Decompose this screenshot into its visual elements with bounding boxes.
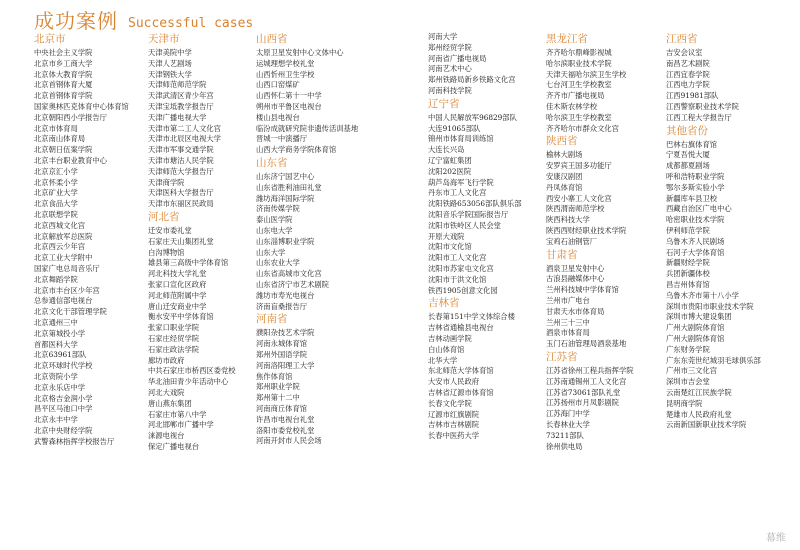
case-item: 华北油田青少年活动中心 bbox=[148, 377, 229, 387]
case-item: 北京资院小学 bbox=[34, 371, 78, 381]
case-item: 山东农业大学 bbox=[256, 258, 300, 268]
case-item: 北京解放军总医院 bbox=[34, 231, 93, 241]
case-item: 吉林省通榆县电视台 bbox=[428, 323, 494, 333]
case-item: 铁西1905创意文化园 bbox=[428, 285, 498, 295]
case-item: 保定广播电视台 bbox=[148, 441, 200, 451]
case-item: 河南艺术中心 bbox=[428, 64, 472, 74]
case-item: 吉林省辽源市体育馆 bbox=[428, 387, 494, 397]
case-item: 广东东莞世纪城羽毛球俱乐部 bbox=[666, 355, 761, 365]
case-item: 晋城一中演播厅 bbox=[256, 134, 308, 144]
case-item: 吉林市吉林剧院 bbox=[428, 420, 480, 430]
case-item: 齐齐市广播电视局 bbox=[546, 91, 605, 101]
case-item: 安罗宾王国多功能厅 bbox=[546, 161, 612, 171]
case-item: 新疆库车县卫校 bbox=[666, 193, 718, 203]
case-item: 北京通州三中 bbox=[34, 317, 78, 327]
case-item: 云南楚红江民族学院 bbox=[666, 387, 732, 397]
case-item: 河北邯郸市广播中学 bbox=[148, 420, 214, 430]
case-item: 天津天福哈尔滨卫生学校 bbox=[546, 69, 627, 79]
case-item: 江苏南通锡州工人文化宫 bbox=[546, 376, 627, 386]
case-item: 兰州科技城中学体育馆 bbox=[546, 285, 619, 295]
case-item: 运城理想学校礼堂 bbox=[256, 58, 315, 68]
case-item: 江西91981部队 bbox=[666, 91, 719, 101]
column-6 bbox=[666, 32, 784, 431]
case-item: 山西口窑煤矿 bbox=[256, 80, 300, 90]
case-item: 临汾成就研究院非遗传活训基地 bbox=[256, 123, 359, 133]
case-item: 兰州市广电台 bbox=[546, 295, 590, 305]
case-item: 北京体大教育学院 bbox=[34, 69, 93, 79]
case-item: 天津医科大学报告厅 bbox=[148, 188, 214, 198]
case-item: 北京文化干部管理学院 bbox=[34, 307, 107, 317]
case-item: 北京西云少年宫 bbox=[34, 242, 86, 252]
case-item: 河北大戏院 bbox=[148, 387, 185, 397]
case-item: 楚雄市人民政府礼堂 bbox=[666, 409, 732, 419]
case-item: 深圳市博大建设集团 bbox=[666, 312, 732, 322]
case-item: 江苏省73061部队礼堂 bbox=[546, 387, 621, 397]
case-item: 山东电大学 bbox=[256, 225, 293, 235]
case-item: 天津武清区青少年宫 bbox=[148, 91, 214, 101]
case-item: 沈阳市苏家屯文化宫 bbox=[428, 263, 494, 273]
case-item: 长春林业大学 bbox=[546, 419, 590, 429]
case-item: 成都都夏剧场 bbox=[666, 161, 710, 171]
case-item: 齐齐哈尔市群众文化宫 bbox=[546, 123, 619, 133]
case-item: 长春第151中学文体综合楼 bbox=[428, 312, 515, 322]
region-heading: 山西省 bbox=[256, 33, 288, 45]
region-heading: 其他省份 bbox=[666, 124, 708, 137]
case-item: 江西工程大学报告厅 bbox=[666, 112, 732, 122]
case-item: 郑州经贸学院 bbox=[428, 42, 472, 52]
case-item: 衡水安平中学体育馆 bbox=[148, 312, 214, 322]
case-item: 总参通信部电视台 bbox=[34, 296, 93, 306]
case-item: 迁安市委礼堂 bbox=[148, 225, 192, 235]
case-item: 沈阳202医院 bbox=[428, 166, 472, 176]
case-item: 济南传媒学院 bbox=[256, 204, 300, 214]
case-item: 陕西科技大学 bbox=[546, 215, 590, 225]
case-item: 石家庄天山集团礼堂 bbox=[148, 236, 214, 246]
case-item: 石家庄经贸学院 bbox=[148, 333, 200, 343]
case-item: 首都医科大学 bbox=[34, 339, 78, 349]
case-item: 沈阳市文化馆 bbox=[428, 242, 472, 252]
case-item: 天津市塘沽人民学院 bbox=[148, 155, 214, 165]
case-item: 北京市丰台区少年宫 bbox=[34, 285, 100, 295]
case-item: 北京丰台职业教育中心 bbox=[34, 155, 107, 165]
case-item: 天津师范师范学院 bbox=[148, 80, 207, 90]
case-item: 天津钢铁大学 bbox=[148, 69, 192, 79]
case-item: 郑州第十二中 bbox=[256, 393, 300, 403]
case-item: 长春中医药大学 bbox=[428, 431, 480, 441]
case-item: 玉门石油管理局酒泉基地 bbox=[546, 339, 627, 349]
region-heading: 江苏省 bbox=[546, 350, 578, 363]
case-item: 伊利师范学院 bbox=[666, 225, 710, 235]
case-item: 大连91065部队 bbox=[428, 123, 481, 133]
column-4 bbox=[428, 32, 546, 442]
case-item: 沈阳市铁岭区人民会堂 bbox=[428, 220, 501, 230]
case-item: 河南永城体育馆 bbox=[256, 339, 308, 349]
case-item: 江西警察职业技术学院 bbox=[666, 101, 739, 111]
case-item: 沈阳铁路653056部队俱乐部 bbox=[428, 199, 522, 209]
case-item: 沈阳市于洪文化馆 bbox=[428, 274, 487, 284]
case-item: 吉安会议室 bbox=[666, 48, 703, 57]
page-title: 成功案例 bbox=[34, 9, 118, 33]
case-item: 国家广电总局音乐厅 bbox=[34, 263, 100, 273]
case-item: 山东淄博职业学院 bbox=[256, 236, 315, 246]
case-item: 天津师范大学报告厅 bbox=[148, 166, 214, 176]
region-heading: 陕西省 bbox=[546, 135, 578, 148]
case-item: 山西忻州卫生学校 bbox=[256, 69, 315, 79]
case-item: 武警森林指挥学校报告厅 bbox=[34, 436, 115, 446]
case-item: 新疆财经学院 bbox=[666, 258, 710, 268]
case-item: 江西电力学院 bbox=[666, 80, 710, 90]
case-item: 哈密职业技术学院 bbox=[666, 215, 725, 225]
case-item: 中国人民解放军96829部队 bbox=[428, 112, 517, 122]
region-heading: 山东省 bbox=[256, 156, 288, 169]
case-item: 河南开封市人民会场 bbox=[256, 436, 322, 446]
case-item: 丹东市工人文化宫 bbox=[428, 188, 487, 198]
case-item: 山东省高城市文化宫 bbox=[256, 269, 322, 279]
case-item: 天津商学院 bbox=[148, 177, 185, 187]
case-item: 唐山迁安商业中学 bbox=[148, 301, 207, 311]
case-item: 北京环球时代学校 bbox=[34, 361, 93, 371]
case-item: 昌吉州体育馆 bbox=[666, 279, 710, 289]
case-item: 宝鸡石油钢管厂 bbox=[546, 236, 598, 246]
case-item: 北京首钢体育学院 bbox=[34, 91, 93, 101]
case-item: 大安市人民政府 bbox=[428, 377, 480, 387]
case-item: 东北师范大学体育馆 bbox=[428, 366, 494, 376]
case-item: 广东财务学院 bbox=[666, 344, 710, 354]
case-item: 张家口宣化区政府 bbox=[148, 279, 207, 289]
case-item: 河北师范附属中学 bbox=[148, 290, 207, 300]
case-item: 张家口职业学院 bbox=[148, 323, 200, 333]
region-heading: 北京市 bbox=[34, 33, 66, 45]
case-item: 丹凤体育馆 bbox=[546, 182, 583, 192]
case-item: 山东省胜利油田礼堂 bbox=[256, 182, 322, 192]
region-heading: 甘肃省 bbox=[546, 248, 578, 261]
case-item: 石家庄市第八中学 bbox=[148, 409, 207, 419]
case-item: 天津宝坻教学报告厅 bbox=[148, 101, 214, 111]
case-item: 酒泉市体育局 bbox=[546, 328, 590, 338]
region-heading: 河南省 bbox=[256, 313, 288, 326]
case-item: 河南洛阳理工大学 bbox=[256, 360, 315, 370]
case-item: 楼山县电视台 bbox=[256, 112, 300, 122]
case-item: 安康汉剧团 bbox=[546, 171, 583, 181]
case-item: 北京联想学院 bbox=[34, 209, 78, 219]
case-item: 北京西城文化宫 bbox=[34, 220, 86, 230]
case-item: 国家奥林匹克体育中心体育馆 bbox=[34, 101, 129, 111]
case-item: 深圳市吉会堂 bbox=[666, 377, 710, 387]
case-item: 雄县第三高级中学体育馆 bbox=[148, 258, 229, 268]
case-item: 昆明商学院 bbox=[666, 398, 703, 408]
column-2 bbox=[148, 32, 266, 453]
region-heading: 江西省 bbox=[666, 33, 698, 45]
case-item: 广州市三文化宫 bbox=[666, 366, 718, 376]
case-item: 天津市军事交通学院 bbox=[148, 145, 214, 155]
case-item: 巴林右旗体育馆 bbox=[666, 139, 718, 149]
case-item: 深圳市贵阳市职业技术学院 bbox=[666, 301, 754, 311]
case-item: 天津人艺剧场 bbox=[148, 58, 192, 68]
case-item: 辽宁富虹集团 bbox=[428, 155, 472, 165]
case-item: 北京格吉金润小学 bbox=[34, 393, 93, 403]
case-item: 中共石家庄市桥西区委党校 bbox=[148, 366, 236, 376]
column-1 bbox=[34, 32, 152, 447]
case-item: 朔州市平鲁区电视台 bbox=[256, 101, 322, 111]
case-item: 太原卫星发射中心文体中心 bbox=[256, 48, 344, 57]
case-item: 石家庄政法学院 bbox=[148, 344, 200, 354]
case-item: 哈尔滨职业技术学院 bbox=[546, 58, 612, 68]
case-item: 山东大学 bbox=[256, 247, 286, 257]
case-item: 河南科技学院 bbox=[428, 85, 472, 95]
case-item: 辽源市红旗剧院 bbox=[428, 409, 480, 419]
case-item: 焦作体育馆 bbox=[256, 371, 293, 381]
case-item: 潍坊市寿光电视台 bbox=[256, 290, 315, 300]
case-item: 北京矿业大学 bbox=[34, 188, 78, 198]
case-item: 涞源电视台 bbox=[148, 431, 185, 441]
case-item: 唐山燕东集团 bbox=[148, 398, 192, 408]
case-item: 乌鲁木齐人民剧场 bbox=[666, 236, 725, 246]
column-5 bbox=[546, 32, 664, 452]
case-item: 河南商丘体育馆 bbox=[256, 403, 308, 413]
case-item: 天津市北辰区电视大学 bbox=[148, 134, 221, 144]
case-item: 徐州供电局 bbox=[546, 441, 583, 451]
case-item: 哈尔滨卫生学校教室 bbox=[546, 112, 612, 122]
case-item: 开原大戏院 bbox=[428, 231, 465, 241]
case-item: 锦州市体育局训练馆 bbox=[428, 134, 494, 144]
case-item: 酒泉卫星发射中心 bbox=[546, 263, 605, 273]
case-item: 山东济宁国艺中心 bbox=[256, 171, 315, 181]
case-item: 廊坊市政府 bbox=[148, 355, 185, 365]
case-item: 江西宜春学院 bbox=[666, 69, 710, 79]
case-item: 泰山医学院 bbox=[256, 215, 293, 225]
case-item: 齐齐哈尔鼎峰影视城 bbox=[546, 48, 612, 57]
case-item: 云南新国新职业技术学院 bbox=[666, 420, 747, 430]
case-item: 北京朝阳西小学报告厅 bbox=[34, 112, 107, 122]
region-heading: 辽宁省 bbox=[428, 97, 460, 110]
case-item: 濮阳杂技艺术学院 bbox=[256, 328, 315, 338]
case-item: 北京食品大学 bbox=[34, 199, 78, 209]
case-item: 郑州外国语学院 bbox=[256, 349, 308, 359]
case-item: 石河子大学体育馆 bbox=[666, 247, 725, 257]
case-item: 呼和浩特职业学院 bbox=[666, 171, 725, 181]
case-item: 北京怀柔小学 bbox=[34, 177, 78, 187]
case-item: 陕西西财经职业技术学院 bbox=[546, 225, 627, 235]
case-item: 潍坊海洋国际学院 bbox=[256, 193, 315, 203]
case-item: 陕西渭南师范学校 bbox=[546, 204, 605, 214]
page-header bbox=[34, 6, 253, 32]
case-item: 河北科技大学礼堂 bbox=[148, 269, 207, 279]
region-heading: 黑龙江省 bbox=[546, 33, 588, 45]
case-item: 北京舞蹈学院 bbox=[34, 274, 78, 284]
case-item: 昌平区马池口中学 bbox=[34, 404, 93, 414]
case-item: 天津市东丽区民政局 bbox=[148, 199, 214, 209]
case-item: 乌鲁木齐市第十八小学 bbox=[666, 290, 739, 300]
case-item: 北京工业大学附中 bbox=[34, 253, 93, 263]
case-item: 河南省广播电视局 bbox=[428, 53, 487, 63]
case-item: 济南盲桑报告厅 bbox=[256, 301, 308, 311]
case-item: 南昌艺术剧院 bbox=[666, 58, 710, 68]
case-item: 北京永丰中学 bbox=[34, 415, 78, 425]
case-item: 葫芦岛海军飞行学院 bbox=[428, 177, 494, 187]
case-item: 73211部队 bbox=[546, 430, 584, 440]
case-item: 西安小寨工人文化宫 bbox=[546, 193, 612, 203]
case-item: 北京市体育局 bbox=[34, 123, 78, 133]
case-item: 中央社会主义学院 bbox=[34, 48, 93, 57]
case-item: 榆林大剧场 bbox=[546, 150, 583, 160]
case-item: 广州大剧院体育馆 bbox=[666, 323, 725, 333]
case-item: 长春文化学院 bbox=[428, 398, 472, 408]
case-item: 江苏扬州市月凤影剧院 bbox=[546, 398, 619, 408]
region-heading: 吉林省 bbox=[428, 297, 460, 310]
case-item: 北京朝日伍案学院 bbox=[34, 145, 93, 155]
column-3 bbox=[256, 32, 374, 447]
case-item: 北京63961部队 bbox=[34, 350, 87, 360]
case-item: 江苏省徐州工程兵指挥学院 bbox=[546, 365, 634, 375]
case-item: 吉林动画学院 bbox=[428, 333, 472, 343]
case-item: 郑州铁路局新乡铁路文化宫 bbox=[428, 75, 516, 85]
case-item: 佳木斯农林学校 bbox=[546, 101, 598, 111]
case-item: 天津美院中学 bbox=[148, 48, 192, 57]
case-item: 广州大剧院体育馆 bbox=[666, 333, 725, 343]
case-item: 天津广播电视大学 bbox=[148, 112, 207, 122]
case-item: 许昌市电视台礼堂 bbox=[256, 414, 315, 424]
case-item: 白沟博物馆 bbox=[148, 247, 185, 257]
case-item: 白山体育馆 bbox=[428, 344, 465, 354]
case-item: 山西大学商务学院体育馆 bbox=[256, 145, 337, 155]
case-item: 北京永乐店中学 bbox=[34, 382, 86, 392]
case-item: 洛阳市委党校礼堂 bbox=[256, 425, 315, 435]
case-item: 郑州职业学院 bbox=[256, 382, 300, 392]
case-item: 大连长兴岛 bbox=[428, 145, 465, 155]
case-item: 甘肃天水市体育局 bbox=[546, 306, 605, 316]
case-item: 江苏海门中学 bbox=[546, 409, 590, 419]
region-heading: 河北省 bbox=[148, 210, 180, 223]
case-item: 兰州三十三中 bbox=[546, 317, 590, 327]
case-item: 北京京汇小学 bbox=[34, 166, 78, 176]
case-item: 沈阳音乐学院国际报告厅 bbox=[428, 209, 509, 219]
case-item: 北京市乡工商大学 bbox=[34, 58, 93, 68]
case-item: 鄂尔多斯实验小学 bbox=[666, 182, 725, 192]
case-item: 山东省济宁市艺术剧院 bbox=[256, 279, 329, 289]
case-item: 山西怀仁第十一中学 bbox=[256, 91, 322, 101]
watermark-text: 幕维 bbox=[766, 533, 786, 544]
region-heading: 天津市 bbox=[148, 33, 180, 45]
case-item: 北京中央财经学院 bbox=[34, 425, 93, 435]
case-item: 北京南山体育局 bbox=[34, 134, 86, 144]
case-item: 七台河卫生学校教室 bbox=[546, 80, 612, 90]
case-item: 北华大学 bbox=[428, 355, 458, 365]
case-item: 沈阳市工人文化宫 bbox=[428, 253, 487, 263]
case-item: 古浪县融媒体中心 bbox=[546, 274, 605, 284]
page-subtitle: Successful cases bbox=[128, 16, 254, 31]
case-item: 西藏自治区广电中心 bbox=[666, 204, 732, 214]
case-item: 河南大学 bbox=[428, 32, 458, 41]
case-item: 兵团新疆体校 bbox=[666, 269, 710, 279]
case-item: 天津市第二工人文化宫 bbox=[148, 123, 221, 133]
case-item: 北京首钢体育大厦 bbox=[34, 80, 93, 90]
case-item: 宁夏吾悦大厦 bbox=[666, 150, 710, 160]
case-item: 北京第城投小学 bbox=[34, 328, 86, 338]
